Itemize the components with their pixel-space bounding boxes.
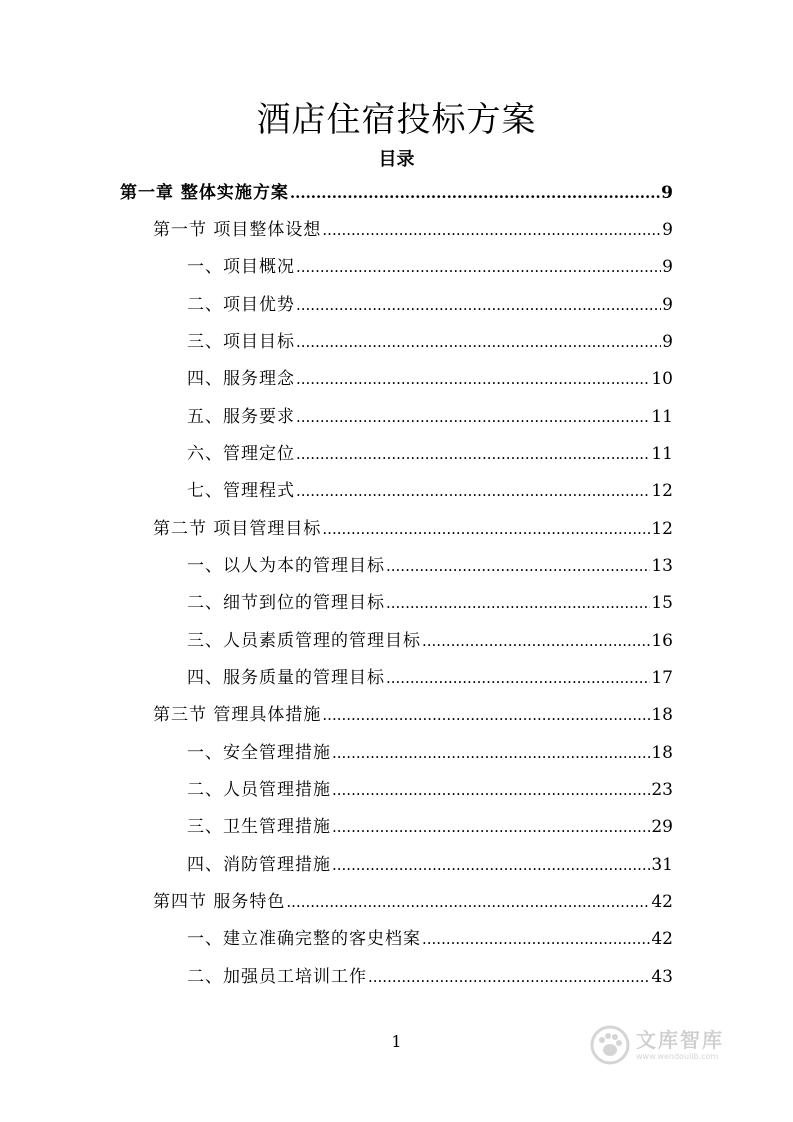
toc-entry-label: 第一章 整体实施方案: [120, 183, 289, 203]
toc-entry-label: 二、加强员工培训工作: [187, 967, 367, 987]
toc-entry-item[interactable]: [187, 847, 673, 883]
toc-entry-label: 三、人员素质管理的管理目标: [187, 631, 421, 651]
toc-entry-label: 六、管理定位: [187, 444, 295, 464]
toc-entry-page: 23: [651, 780, 673, 800]
toc-entry-item[interactable]: [187, 735, 673, 771]
toc-entry-page: 18: [651, 743, 673, 763]
toc-entry-page: 9: [662, 220, 673, 240]
toc-entry-label: 第二节 项目管理目标: [153, 519, 322, 539]
toc-leader-dots: [332, 735, 650, 771]
toc-entry-section-1[interactable]: [153, 212, 673, 248]
page-number: 1: [391, 1032, 402, 1051]
toc-entry-label: 第三节 管理具体措施: [153, 705, 322, 725]
toc-entry-page: 9: [661, 183, 673, 203]
toc-entry-page: 11: [651, 444, 673, 464]
toc-leader-dots: [296, 399, 650, 435]
toc-entry-item[interactable]: [187, 772, 673, 808]
toc-entry-label: 一、以人为本的管理目标: [187, 556, 385, 576]
toc-entry-chapter-1[interactable]: [120, 175, 673, 211]
toc-entry-item[interactable]: [187, 959, 673, 995]
toc-entry-page: 43: [651, 967, 673, 987]
toc-entry-section-2[interactable]: [153, 511, 673, 547]
watermark-url: www.wendoulib.com: [636, 1051, 719, 1061]
toc-heading: 目录: [378, 149, 415, 170]
toc-entry-page: 9: [662, 295, 673, 315]
toc-entry-section-3[interactable]: [153, 697, 673, 733]
toc-entry-item[interactable]: [187, 436, 673, 472]
toc-entry-label: 五、服务要求: [187, 407, 295, 427]
toc-leader-dots: [332, 809, 650, 845]
watermark-text: 文库智库: [636, 1027, 724, 1052]
toc-entry-item[interactable]: [187, 623, 673, 659]
toc-entry-item[interactable]: [187, 585, 673, 621]
toc-entry-label: 七、管理程式: [187, 481, 295, 501]
toc-entry-item[interactable]: [187, 660, 673, 696]
toc-entry-label: 一、建立准确完整的客史档案: [187, 929, 421, 949]
toc-entry-label: 三、卫生管理措施: [187, 817, 331, 837]
toc-leader-dots: [422, 921, 650, 957]
paw-logo-icon: [590, 1025, 630, 1065]
toc-leader-dots: [296, 361, 650, 397]
toc-entry-page: 42: [651, 892, 673, 912]
toc-entry-page: 9: [662, 332, 673, 352]
toc-leader-dots: [322, 212, 661, 248]
toc-leader-dots: [386, 660, 650, 696]
toc-entry-item[interactable]: [187, 324, 673, 360]
toc-entry-label: 二、细节到位的管理目标: [187, 593, 385, 613]
toc-entry-page: 10: [651, 369, 673, 389]
toc-entry-item[interactable]: [187, 249, 673, 285]
toc-leader-dots: [296, 473, 650, 509]
toc-leader-dots: [296, 324, 661, 360]
toc-entry-item[interactable]: [187, 548, 673, 584]
toc-entry-label: 四、服务理念: [187, 369, 295, 389]
toc-entry-page: 9: [662, 257, 673, 277]
document-title: 酒店住宿投标方案: [256, 100, 537, 140]
toc-entry-label: 三、项目目标: [187, 332, 295, 352]
toc-entry-page: 11: [651, 407, 673, 427]
toc-entry-page: 12: [651, 481, 673, 501]
toc-entry-item[interactable]: [187, 473, 673, 509]
toc-entry-label: 二、项目优势: [187, 295, 295, 315]
toc-entry-page: 29: [651, 817, 673, 837]
toc-leader-dots: [296, 287, 661, 323]
toc-entry-page: 17: [651, 668, 673, 688]
toc-leader-dots: [332, 847, 650, 883]
toc-leader-dots: [322, 697, 650, 733]
toc-leader-dots: [290, 175, 660, 211]
toc-entry-item[interactable]: [187, 399, 673, 435]
toc-leader-dots: [386, 548, 650, 584]
toc-entry-item[interactable]: [187, 809, 673, 845]
toc-entry-page: 18: [651, 705, 673, 725]
toc-leader-dots: [368, 959, 650, 995]
toc-entry-label: 四、消防管理措施: [187, 855, 331, 875]
toc-entry-page: 13: [651, 556, 673, 576]
toc-entry-page: 16: [651, 631, 673, 651]
toc-entry-section-4[interactable]: [153, 884, 673, 920]
toc-entry-item[interactable]: [187, 287, 673, 323]
toc-entry-label: 一、项目概况: [187, 257, 295, 277]
toc-entry-page: 31: [651, 855, 673, 875]
toc-leader-dots: [296, 249, 661, 285]
toc-leader-dots: [422, 623, 650, 659]
watermark: [590, 1020, 760, 1070]
toc-entry-label: 第四节 服务特色: [153, 892, 286, 912]
toc-entry-item[interactable]: [187, 921, 673, 957]
toc-entry-label: 第一节 项目整体设想: [153, 220, 322, 240]
toc-entry-page: 15: [651, 593, 673, 613]
toc-leader-dots: [286, 884, 650, 920]
toc-leader-dots: [386, 585, 650, 621]
toc-entry-page: 12: [651, 519, 673, 539]
toc-leader-dots: [322, 511, 650, 547]
toc-entry-page: 42: [651, 929, 673, 949]
toc-leader-dots: [296, 436, 650, 472]
toc-entry-label: 一、安全管理措施: [187, 743, 331, 763]
toc-entry-item[interactable]: [187, 361, 673, 397]
toc-entry-label: 二、人员管理措施: [187, 780, 331, 800]
toc-leader-dots: [332, 772, 650, 808]
toc-entry-label: 四、服务质量的管理目标: [187, 668, 385, 688]
